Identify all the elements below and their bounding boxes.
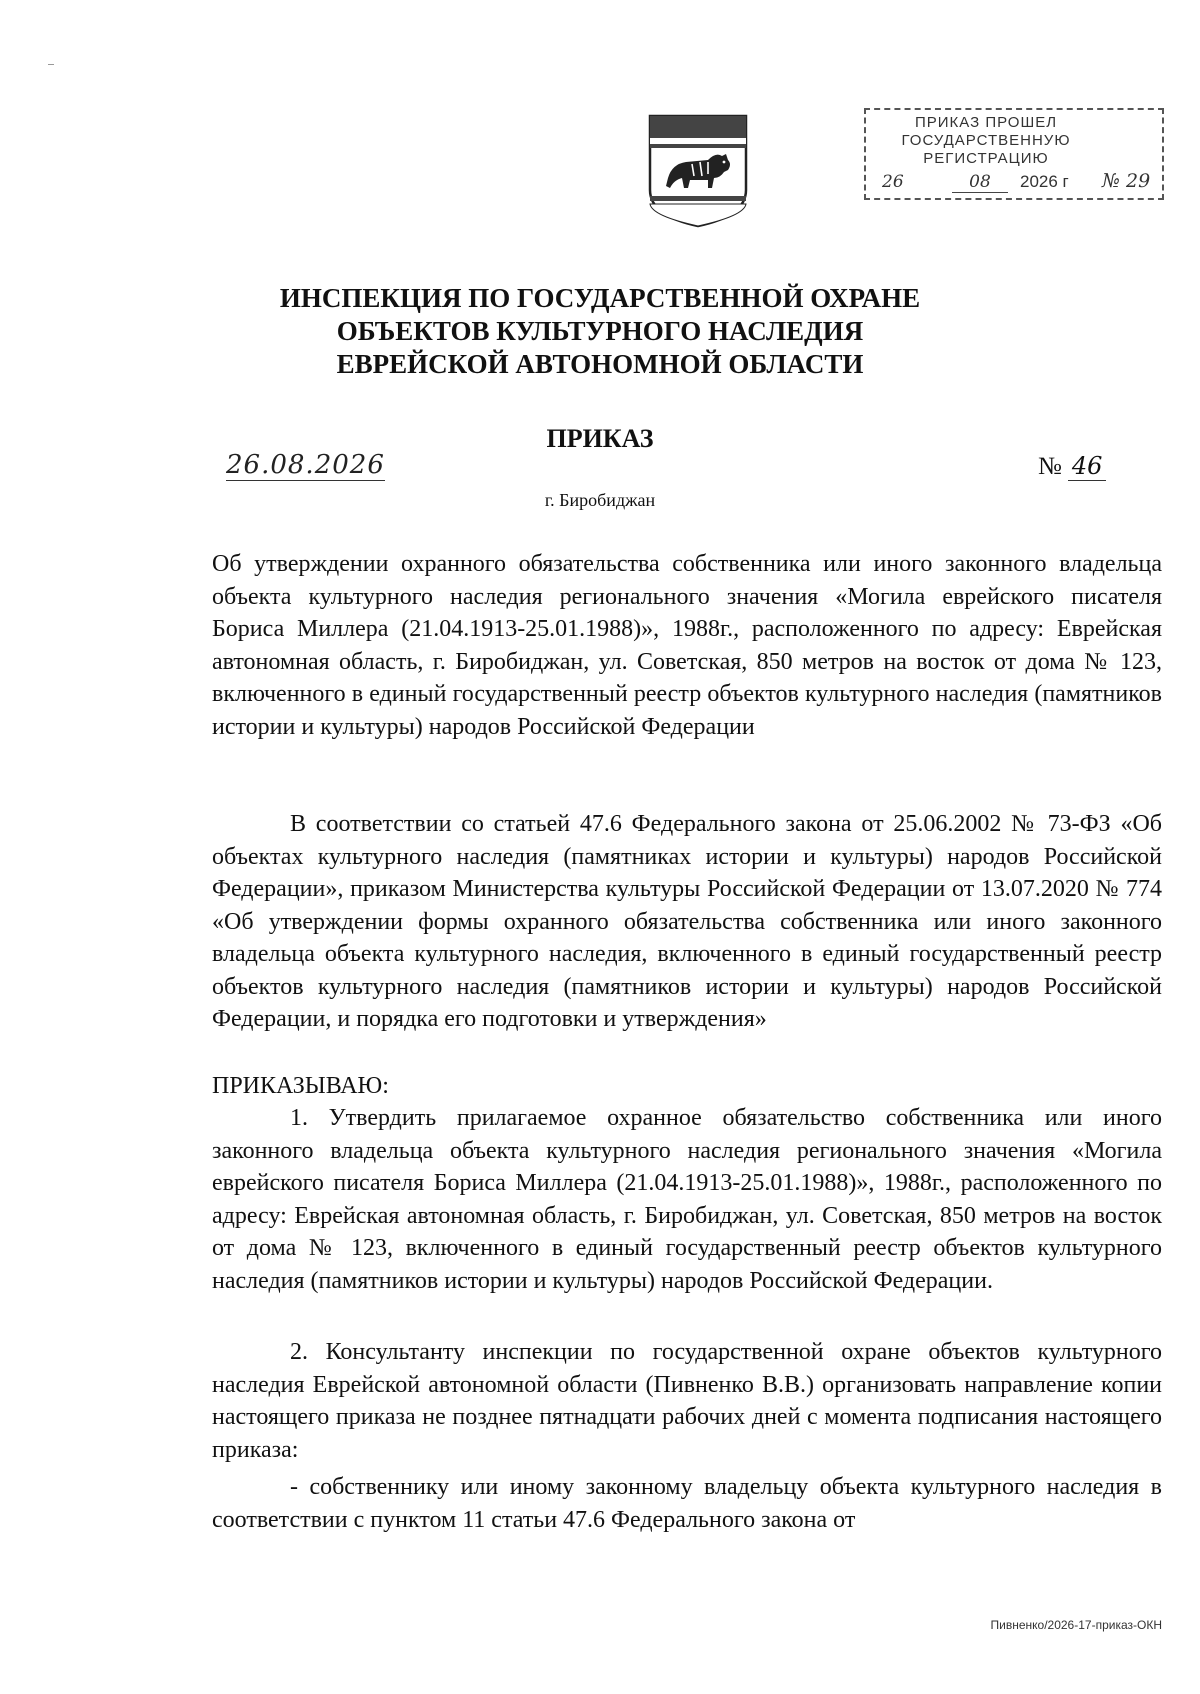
org-line-3: ЕВРЕЙСКОЙ АВТОНОМНОЙ ОБЛАСТИ: [336, 349, 864, 379]
stamp-line-1: ПРИКАЗ ПРОШЕЛ: [914, 114, 1058, 131]
order-number: [1038, 452, 1106, 481]
org-line-2: ОБЪЕКТОВ КУЛЬТУРНОГО НАСЛЕДИЯ: [336, 316, 864, 346]
coat-of-arms-emblem: [646, 112, 750, 230]
order-item-1: 1. Утвердить прилагаемое охранное обязательство собственника или иного законного владельца объекта культурного наследия регионального значения «Могила еврейского писателя Бориса Миллера (21.04.1913-25.01.1988)», 1988г., расположенного по адресу: Еврейская автономная область, г. Биробиджан, ул. Советская, 850 метров на восток от дома № 123, включенного в единый государственный реестр объектов культурного наследия (памятников истории и культуры) народов Российской Федерации.: [212, 1105, 1162, 1294]
stamp-day: 26: [882, 172, 904, 192]
organization-name: [200, 282, 1000, 381]
file-reference: Пивненко/2026-17-приказ-ОКН: [990, 1618, 1162, 1632]
stamp-line-3: РЕГИСТРАЦИЮ: [923, 150, 1049, 167]
stamp-registration-number: № 29: [1102, 170, 1151, 192]
stamp-date-row: [866, 172, 1166, 198]
legal-basis-paragraph: В соответствии со статьей 47.6 Федерального закона от 25.06.2002 № 73-ФЗ «Об объектах культурного наследия (памятниках истории и культуры) народов Российской Федерации», приказом Министерства культуры Российской Федерации от 13.07.2020 № 774 «Об утверждении формы охранного обязательства собственника или иного законного владельца объекта культурного наследия, включенного в единый государственный реестр объектов культурного наследия (памятников истории и культуры) народов Российской Федерации, и порядка его подготовки и утверждения»: [212, 811, 1162, 1032]
document-type-heading: ПРИКАЗ: [546, 424, 654, 453]
order-word: ПРИКАЗЫВАЮ:: [212, 1073, 389, 1099]
order-number-value: 46: [1068, 452, 1106, 481]
stamp-month: 08: [952, 172, 1008, 193]
registration-stamp: [864, 108, 1164, 200]
order-item-2: 2. Консультанту инспекции по государственной охране объектов культурного наследия Еврейской автономной области (Пивненко В.В.) организовать направление копии настоящего приказа не позднее пятнадцати рабочих дней с момента подписания настоящего приказа:: [212, 1339, 1162, 1463]
stamp-year: 2026 г: [1020, 172, 1069, 191]
scan-speck: [48, 64, 54, 65]
org-line-1: ИНСПЕКЦИЯ ПО ГОСУДАРСТВЕННОЙ ОХРАНЕ: [279, 283, 921, 313]
order-title: Об утверждении охранного обязательства собственника или иного законного владельца объекта культурного наследия регионального значения «Могила еврейского писателя Бориса Миллера (21.04.1913-25.01.1988)», 1988г., расположенного по адресу: Еврейская автономная область, г. Биробиджан, ул. Советская, 850 метров на восток от дома № 123, включенного в единый государственный реестр объектов культурного наследия (памятников истории и культуры) народов Российской Федерации: [212, 551, 1162, 740]
order-number-label: №: [1038, 453, 1062, 480]
city-line: г. Биробиджан: [544, 490, 656, 510]
handwritten-date: 26.08.2026: [226, 450, 385, 480]
stamp-line-2: ГОСУДАРСТВЕННУЮ: [901, 132, 1071, 149]
order-subitem-1: - собственнику или иному законному владельцу объекта культурного наследия в соответствии с пунктом 11 статьи 47.6 Федерального закона от: [212, 1474, 1162, 1533]
